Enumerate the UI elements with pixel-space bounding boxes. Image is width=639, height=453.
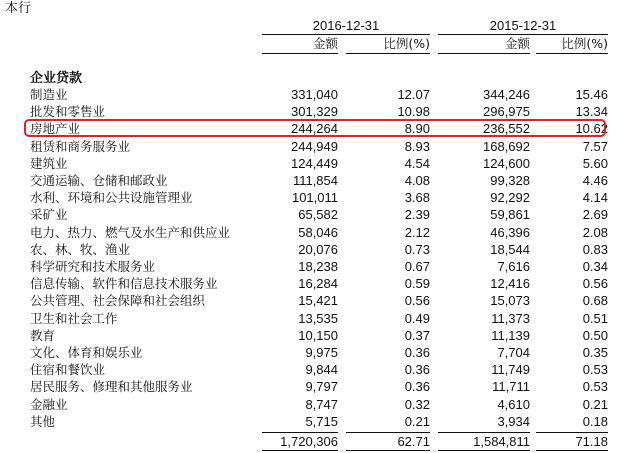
row-ratio-2016: 3.68 (404, 190, 430, 205)
header-ratio-2016: 比例(%) (383, 36, 430, 51)
row-amount-2015: 7,616 (497, 259, 530, 274)
row-ratio-2016: 8.90 (404, 121, 430, 136)
row-amount-2016: 331,040 (291, 87, 338, 102)
row-ratio-2016: 0.67 (404, 259, 430, 274)
row-amount-2016: 10,150 (298, 328, 338, 343)
unit-label: 本行 (5, 1, 32, 16)
row-ratio-2015: 0.68 (582, 293, 608, 308)
row-category: 金融业 (30, 397, 68, 412)
row-category: 公共管理、社会保障和社会组织 (30, 293, 206, 308)
row-ratio-2015: 0.51 (582, 311, 608, 326)
row-ratio-2016: 2.39 (404, 207, 430, 222)
row-ratio-2015: 4.46 (582, 173, 608, 188)
row-amount-2015: 59,861 (490, 207, 530, 222)
row-ratio-2016: 8.93 (404, 139, 430, 154)
row-category: 交通运输、仓储和邮政业 (30, 173, 168, 188)
row-ratio-2015: 0.21 (582, 397, 608, 412)
row-ratio-2015: 5.60 (582, 156, 608, 171)
row-category: 采矿业 (30, 207, 68, 222)
row-amount-2015: 168,692 (483, 139, 530, 154)
row-ratio-2016: 0.49 (404, 311, 430, 326)
header-rule-1 (262, 53, 338, 54)
header-rule-4 (536, 53, 608, 54)
row-amount-2015: 344,246 (483, 87, 530, 102)
row-category: 制造业 (30, 87, 68, 102)
row-ratio-2016: 0.36 (404, 345, 430, 360)
row-amount-2015: 236,552 (483, 121, 530, 136)
double-rule-2 (346, 450, 430, 451)
row-ratio-2016: 0.21 (404, 414, 430, 429)
row-ratio-2016: 4.08 (404, 173, 430, 188)
header-ratio-2015: 比例(%) (561, 36, 608, 51)
row-amount-2015: 4,610 (497, 397, 530, 412)
row-ratio-2015: 0.35 (582, 345, 608, 360)
header-amount-2016: 金额 (312, 36, 338, 51)
row-amount-2015: 124,600 (483, 156, 530, 171)
row-category: 批发和零售业 (30, 104, 106, 119)
row-amount-2016: 18,238 (298, 259, 338, 274)
total-ratio-2016: 62.71 (397, 434, 430, 449)
row-ratio-2016: 0.56 (404, 293, 430, 308)
row-amount-2016: 244,264 (291, 121, 338, 136)
row-category: 电力、热力、燃气及水生产和供应业 (30, 225, 231, 240)
row-ratio-2016: 0.73 (404, 242, 430, 257)
row-amount-2016: 9,975 (305, 345, 338, 360)
row-amount-2015: 12,416 (490, 276, 530, 291)
row-ratio-2015: 0.34 (582, 259, 608, 274)
row-category: 租赁和商务服务业 (30, 139, 131, 154)
row-ratio-2015: 0.50 (582, 328, 608, 343)
row-category: 农、林、牧、渔业 (30, 242, 131, 257)
row-category: 水利、环境和公共设施管理业 (30, 190, 193, 205)
row-amount-2015: 46,396 (490, 225, 530, 240)
double-rule-3 (438, 450, 530, 451)
section-title: 企业贷款 (30, 71, 83, 86)
row-category: 教育 (30, 328, 56, 343)
row-ratio-2015: 13.34 (575, 104, 608, 119)
row-ratio-2015: 0.83 (582, 242, 608, 257)
row-category: 其他 (30, 414, 56, 429)
header-rule-2 (346, 53, 430, 54)
row-amount-2016: 65,582 (298, 207, 338, 222)
total-amount-2016: 1,720,306 (280, 434, 338, 449)
row-amount-2016: 5,715 (305, 414, 338, 429)
row-amount-2016: 15,421 (298, 293, 338, 308)
row-ratio-2015: 10.62 (575, 121, 608, 136)
row-category: 建筑业 (30, 156, 68, 171)
period-2015-label: 2015-12-31 (489, 18, 557, 33)
row-amount-2015: 7,704 (497, 345, 530, 360)
row-ratio-2016: 0.37 (404, 328, 430, 343)
row-category: 房地产业 (30, 121, 81, 136)
row-ratio-2015: 7.57 (582, 139, 608, 154)
row-amount-2016: 20,076 (298, 242, 338, 257)
row-amount-2016: 16,284 (298, 276, 338, 291)
row-amount-2016: 101,011 (291, 190, 338, 205)
row-ratio-2015: 0.18 (582, 414, 608, 429)
row-ratio-2016: 0.32 (404, 397, 430, 412)
row-ratio-2016: 10.98 (397, 104, 430, 119)
row-ratio-2016: 0.36 (404, 379, 430, 394)
row-ratio-2016: 12.07 (397, 87, 430, 102)
row-category: 卫生和社会工作 (30, 311, 118, 326)
row-ratio-2015: 0.53 (582, 379, 608, 394)
row-ratio-2016: 2.12 (404, 225, 430, 240)
row-amount-2016: 9,797 (305, 379, 338, 394)
row-amount-2015: 15,073 (490, 293, 530, 308)
row-amount-2016: 9,844 (305, 362, 338, 377)
row-amount-2015: 296,975 (483, 104, 530, 119)
header-amount-2015: 金额 (504, 36, 530, 51)
row-amount-2016: 13,535 (298, 311, 338, 326)
row-category: 居民服务、修理和其他服务业 (30, 379, 193, 394)
row-amount-2015: 11,749 (491, 362, 530, 377)
row-amount-2015: 11,139 (491, 328, 530, 343)
row-ratio-2015: 15.46 (575, 87, 608, 102)
row-amount-2016: 244,949 (291, 139, 338, 154)
row-amount-2016: 111,854 (292, 173, 338, 188)
row-amount-2015: 11,711 (492, 379, 530, 394)
row-ratio-2015: 2.69 (582, 207, 608, 222)
row-ratio-2015: 0.56 (582, 276, 608, 291)
row-ratio-2016: 0.59 (404, 276, 430, 291)
row-ratio-2015: 2.08 (582, 225, 608, 240)
row-amount-2015: 99,328 (490, 173, 530, 188)
row-amount-2016: 301,329 (291, 104, 338, 119)
row-category: 信息传输、软件和信息技术服务业 (30, 276, 218, 291)
row-amount-2016: 8,747 (305, 397, 338, 412)
row-amount-2015: 92,292 (490, 190, 530, 205)
row-category: 住宿和餐饮业 (30, 362, 106, 377)
row-amount-2015: 11,373 (491, 311, 530, 326)
row-amount-2016: 124,449 (291, 156, 338, 171)
row-amount-2016: 58,046 (298, 225, 338, 240)
row-ratio-2016: 4.54 (404, 156, 430, 171)
row-ratio-2015: 4.14 (582, 190, 608, 205)
double-rule-4 (536, 450, 608, 451)
header-rule-3 (438, 53, 530, 54)
row-amount-2015: 18,544 (490, 242, 530, 257)
row-category: 科学研究和技术服务业 (30, 259, 156, 274)
row-category: 文化、体育和娱乐业 (30, 345, 143, 360)
highlight-box (24, 119, 606, 137)
period-2016-label: 2016-12-31 (312, 18, 380, 33)
total-ratio-2015: 71.18 (575, 434, 608, 449)
row-ratio-2015: 0.53 (582, 362, 608, 377)
row-amount-2015: 3,934 (497, 414, 530, 429)
row-ratio-2016: 0.36 (404, 362, 430, 377)
total-amount-2015: 1,584,811 (473, 434, 530, 449)
double-rule-1 (262, 450, 338, 451)
